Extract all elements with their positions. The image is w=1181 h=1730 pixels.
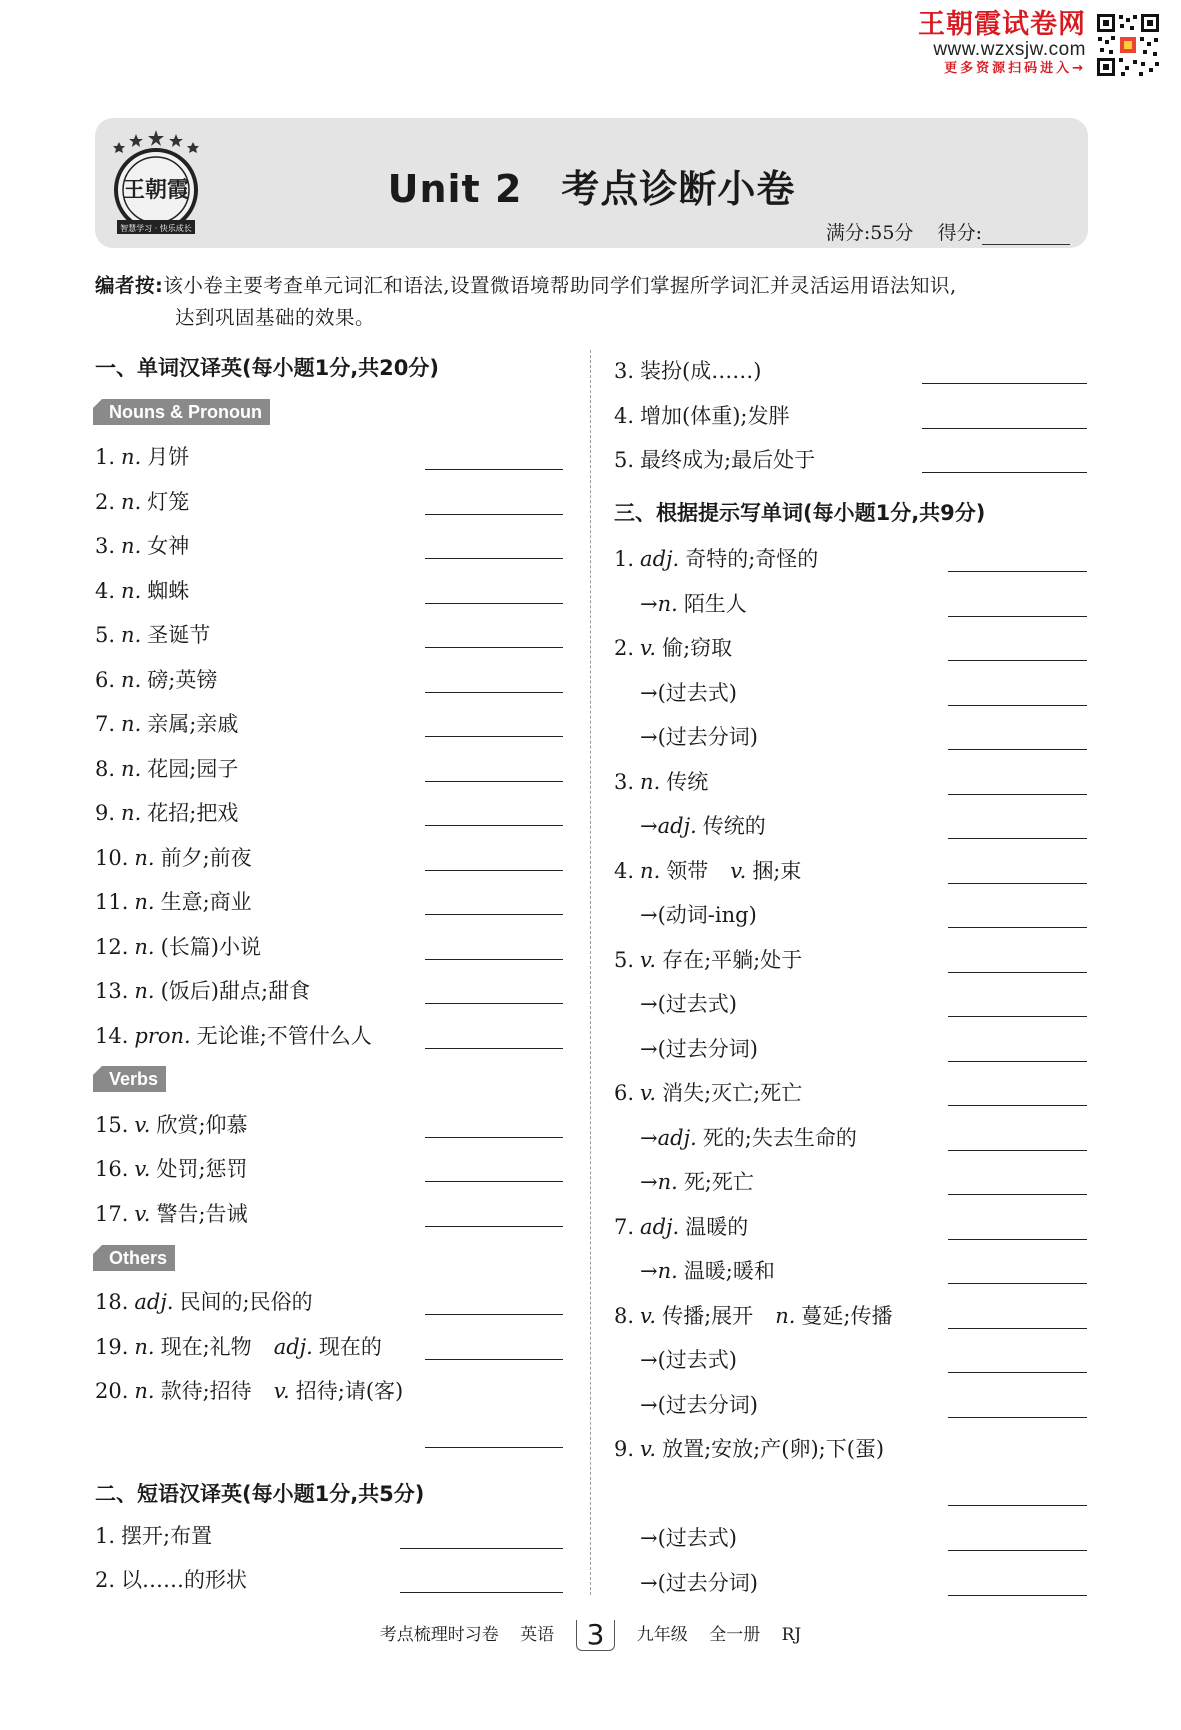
answer-blank[interactable]	[425, 603, 563, 604]
brand-name: 王朝霞试卷网	[918, 9, 1086, 40]
answer-blank[interactable]	[425, 647, 563, 648]
item-text: 奇特的;奇怪的	[685, 547, 819, 571]
list-item	[614, 1303, 892, 1329]
item-text: (过去分词)	[657, 1393, 758, 1417]
part-of-speech: adj.	[657, 814, 697, 838]
answer-blank[interactable]	[948, 1372, 1087, 1373]
answer-blank[interactable]	[948, 1328, 1087, 1329]
derive-arrow: →	[640, 725, 658, 749]
list-item	[95, 978, 310, 1004]
answer-blank[interactable]	[948, 1105, 1087, 1106]
part-of-speech: n.	[134, 1335, 155, 1359]
item-number: 1.	[95, 445, 116, 469]
list-item	[95, 800, 238, 826]
brand-url[interactable]: www.wzxsjw.com	[933, 39, 1086, 60]
item-number: 15.	[95, 1113, 129, 1137]
item-text: 月饼	[147, 445, 190, 469]
footer-subject: 英语	[520, 1625, 555, 1645]
score-label: 得分:	[937, 222, 982, 244]
part-of-speech: v.	[134, 1113, 151, 1137]
item-text: 传统的	[702, 814, 766, 838]
list-item	[640, 1570, 758, 1596]
part-of-speech: v.	[640, 948, 657, 972]
answer-blank[interactable]	[948, 1550, 1087, 1551]
part-of-speech: n.	[121, 490, 142, 514]
answer-blank[interactable]	[948, 1150, 1087, 1151]
item-text: 放置;安放;产(卵);下(蛋)	[662, 1437, 885, 1461]
derive-arrow: →	[640, 1526, 658, 1550]
item-text: 现在;礼物	[160, 1335, 252, 1359]
svg-text:王朝霞: 王朝霞	[122, 177, 190, 203]
answer-blank[interactable]	[425, 959, 563, 960]
item-text: (过去式)	[657, 1526, 737, 1550]
item-text: (动词-ing)	[657, 903, 757, 927]
answer-blank[interactable]	[425, 914, 563, 915]
part-of-speech: n.	[121, 534, 142, 558]
answer-blank[interactable]	[400, 1592, 563, 1593]
item-text: (过去分词)	[657, 725, 758, 749]
part-of-speech: v.	[640, 1437, 657, 1461]
list-item	[614, 635, 732, 661]
answer-blank[interactable]	[425, 1314, 563, 1315]
answer-blank[interactable]	[425, 1359, 563, 1360]
list-item	[95, 444, 189, 470]
item-text: 摆开;布置	[121, 1524, 213, 1548]
part-of-speech: adj.	[640, 547, 680, 571]
answer-blank[interactable]	[948, 1417, 1087, 1418]
list-item	[614, 358, 761, 384]
item-text: 装扮(成……)	[640, 359, 762, 383]
item-number: 11.	[95, 890, 129, 914]
footer-series: 考点梳理时习卷	[379, 1625, 499, 1645]
item-text: 生意;商业	[160, 890, 252, 914]
footer-grade: 九年级	[636, 1625, 688, 1645]
item-text: 女神	[147, 534, 190, 558]
item-number: 18.	[95, 1290, 129, 1314]
list-item	[95, 934, 261, 960]
item-text: 现在的	[318, 1335, 382, 1359]
part-of-speech: adj.	[657, 1126, 697, 1150]
list-item	[95, 1201, 248, 1227]
answer-blank[interactable]	[948, 1194, 1087, 1195]
answer-blank[interactable]	[425, 736, 563, 737]
item-number: 9.	[95, 801, 116, 825]
item-text: (过去分词)	[657, 1571, 758, 1595]
list-item	[640, 680, 737, 706]
item-number: 6.	[614, 1081, 635, 1105]
list-item	[95, 889, 252, 915]
item-text: 花招;把戏	[147, 801, 239, 825]
list-item	[614, 1080, 802, 1106]
item-text: 前夕;前夜	[160, 846, 252, 870]
part-of-speech: n.	[134, 935, 155, 959]
list-item	[95, 533, 189, 559]
derive-arrow: →	[640, 1170, 658, 1194]
full-score: 满分:55分	[825, 222, 914, 244]
list-item	[640, 1525, 737, 1551]
answer-blank[interactable]	[948, 1283, 1087, 1284]
part-of-speech: v.	[273, 1379, 290, 1403]
part-of-speech: n.	[134, 979, 155, 1003]
item-text: 蜘蛛	[147, 579, 190, 603]
item-text: (饭后)甜点;甜食	[160, 979, 311, 1003]
category-tag-label: Verbs	[109, 1069, 159, 1089]
answer-blank[interactable]	[425, 870, 563, 871]
item-text: 死的;失去生命的	[702, 1126, 857, 1150]
list-item	[95, 1023, 372, 1049]
page-number: 3	[576, 1620, 616, 1651]
answer-blank[interactable]	[948, 1016, 1087, 1017]
answer-blank[interactable]	[948, 1061, 1087, 1062]
part-of-speech: n.	[657, 1259, 678, 1283]
part-of-speech: n.	[121, 712, 142, 736]
item-text: (过去式)	[657, 1348, 737, 1372]
answer-blank[interactable]	[425, 1226, 563, 1227]
derive-arrow: →	[640, 1393, 658, 1417]
item-text: (过去式)	[657, 992, 737, 1016]
item-number: 17.	[95, 1202, 129, 1226]
item-text: 温暖的	[685, 1215, 749, 1239]
list-item	[95, 845, 252, 871]
list-item	[640, 1347, 737, 1373]
list-item	[95, 667, 217, 693]
part-of-speech: n.	[121, 445, 142, 469]
item-number: 1.	[95, 1524, 116, 1548]
derive-arrow: →	[640, 1571, 658, 1595]
derive-arrow: →	[640, 1348, 658, 1372]
item-number: 8.	[95, 757, 116, 781]
derive-arrow: →	[640, 992, 658, 1016]
editor-note-line2: 达到巩固基础的效果。	[175, 306, 376, 329]
part-of-speech: n.	[121, 668, 142, 692]
answer-blank[interactable]	[425, 1048, 563, 1049]
list-item	[614, 1436, 884, 1462]
item-number: 5.	[614, 948, 635, 972]
section2-title: 二、短语汉译英(每小题1分,共5分)	[95, 1482, 425, 1506]
part-of-speech: n.	[134, 890, 155, 914]
list-item	[95, 1378, 403, 1404]
answer-blank[interactable]	[948, 1595, 1087, 1596]
item-text: 款待;招待	[160, 1379, 252, 1403]
list-item	[95, 578, 189, 604]
part-of-speech: n.	[134, 1379, 155, 1403]
answer-blank[interactable]	[948, 571, 1087, 572]
section1-title: 一、单词汉译英(每小题1分,共20分)	[95, 356, 440, 380]
item-text: (过去式)	[657, 681, 737, 705]
item-text: 温暖;暖和	[683, 1259, 775, 1283]
item-text: 灯笼	[147, 490, 190, 514]
category-tag	[93, 1245, 175, 1271]
item-number: 16.	[95, 1157, 129, 1181]
answer-blank[interactable]	[948, 1505, 1087, 1506]
item-text: 蔓延;传播	[801, 1304, 893, 1328]
part-of-speech: v.	[134, 1157, 151, 1181]
item-text: 陌生人	[683, 592, 747, 616]
item-text: 圣诞节	[147, 623, 211, 647]
list-item	[95, 1156, 248, 1182]
item-text: 无论谁;不管什么人	[196, 1024, 372, 1048]
title-banner	[95, 118, 1088, 248]
item-number: 2.	[95, 490, 116, 514]
answer-blank[interactable]	[425, 1003, 563, 1004]
part-of-speech: adj.	[273, 1335, 313, 1359]
item-number: 3.	[614, 770, 635, 794]
derive-arrow: →	[640, 681, 658, 705]
part-of-speech: adj.	[134, 1290, 174, 1314]
list-item	[614, 858, 801, 884]
derive-arrow: →	[640, 1037, 658, 1061]
list-item	[614, 769, 708, 795]
part-of-speech: v.	[640, 1304, 657, 1328]
part-of-speech: v.	[134, 1202, 151, 1226]
brand-more: 更多资源扫码进入→	[944, 61, 1086, 76]
derive-arrow: →	[640, 814, 658, 838]
item-text: 捆;束	[752, 859, 802, 883]
item-number: 19.	[95, 1335, 129, 1359]
derive-arrow: →	[640, 1259, 658, 1283]
item-text: 最终成为;最后处于	[640, 448, 816, 472]
item-number: 4.	[614, 859, 635, 883]
list-item	[640, 591, 747, 617]
answer-blank[interactable]	[922, 383, 1087, 384]
item-text: 欣赏;仰慕	[156, 1113, 248, 1137]
item-number: 9.	[614, 1437, 635, 1461]
list-item	[95, 489, 189, 515]
answer-blank[interactable]	[400, 1548, 563, 1549]
list-item	[95, 1334, 382, 1360]
item-text: 以……的形状	[121, 1568, 248, 1592]
item-text: 民间的;民俗的	[179, 1290, 313, 1314]
editor-note-line1: 该小卷主要考查单元词汇和语法,设置微语境帮助同学们掌握所学词汇并灵活运用语法知识,	[163, 274, 957, 297]
part-of-speech: n.	[657, 592, 678, 616]
item-text: (过去分词)	[657, 1037, 758, 1061]
part-of-speech: n.	[121, 623, 142, 647]
item-number: 6.	[95, 668, 116, 692]
part-of-speech: n.	[134, 846, 155, 870]
answer-blank[interactable]	[948, 794, 1087, 795]
item-number: 14.	[95, 1024, 129, 1048]
answer-blank[interactable]	[948, 705, 1087, 706]
item-number: 7.	[95, 712, 116, 736]
item-text: 增加(体重);发胖	[640, 404, 790, 428]
list-item	[614, 546, 818, 572]
list-item	[640, 1036, 758, 1062]
answer-blank[interactable]	[948, 927, 1087, 928]
answer-blank[interactable]	[425, 692, 563, 693]
list-item	[95, 1112, 248, 1138]
derive-arrow: →	[640, 592, 658, 616]
item-number: 5.	[95, 623, 116, 647]
answer-blank[interactable]	[948, 838, 1087, 839]
answer-blank[interactable]	[425, 781, 563, 782]
column-divider	[590, 350, 591, 1595]
item-text: 警告;告诫	[156, 1202, 248, 1226]
list-item	[640, 1125, 857, 1151]
part-of-speech: v.	[640, 636, 657, 660]
item-text: 处罚;惩罚	[156, 1157, 248, 1181]
editor-note-label: 编者按:	[95, 274, 164, 297]
answer-blank[interactable]	[425, 558, 563, 559]
footer-edition: RJ	[781, 1625, 802, 1645]
part-of-speech: v.	[640, 1081, 657, 1105]
item-text: 亲属;亲戚	[147, 712, 239, 736]
item-text: 领带	[666, 859, 709, 883]
list-item	[640, 1169, 754, 1195]
svg-text:智慧学习 · 快乐成长: 智慧学习 · 快乐成长	[120, 224, 192, 233]
item-text: 传统	[666, 770, 709, 794]
part-of-speech: pron.	[134, 1024, 191, 1048]
answer-blank[interactable]	[948, 883, 1087, 884]
part-of-speech: adj.	[640, 1215, 680, 1239]
item-number: 1.	[614, 547, 635, 571]
editor-note	[95, 270, 1090, 334]
item-number: 2.	[95, 1568, 116, 1592]
footer-volume: 全一册	[709, 1625, 761, 1645]
answer-blank[interactable]	[948, 1239, 1087, 1240]
list-item	[95, 711, 238, 737]
page-title: Unit 2 考点诊断小卷	[387, 167, 796, 211]
part-of-speech: n.	[657, 1170, 678, 1194]
item-number: 2.	[614, 636, 635, 660]
brand-block	[918, 10, 1086, 78]
part-of-speech: v.	[730, 859, 747, 883]
list-item	[614, 1214, 748, 1240]
answer-blank[interactable]	[425, 514, 563, 515]
part-of-speech: n.	[640, 770, 661, 794]
item-text: 死;死亡	[683, 1170, 754, 1194]
answer-blank[interactable]	[425, 1137, 563, 1138]
item-number: 10.	[95, 846, 129, 870]
item-number: 5.	[614, 448, 635, 472]
page-footer	[0, 1620, 1181, 1651]
item-number: 3.	[95, 534, 116, 558]
answer-blank[interactable]	[922, 472, 1087, 473]
category-tag	[93, 399, 270, 425]
item-text: 存在;平躺;处于	[662, 948, 803, 972]
list-item	[95, 622, 210, 648]
list-item	[614, 403, 790, 429]
list-item	[640, 813, 766, 839]
answer-blank[interactable]	[948, 616, 1087, 617]
list-item	[614, 447, 815, 473]
item-number: 4.	[614, 404, 635, 428]
list-item	[95, 1289, 313, 1315]
section3-title: 三、根据提示写单词(每小题1分,共9分)	[614, 501, 986, 525]
item-number: 13.	[95, 979, 129, 1003]
category-tag-label: Nouns & Pronoun	[109, 402, 262, 422]
part-of-speech: n.	[121, 801, 142, 825]
list-item	[640, 1392, 758, 1418]
item-number: 7.	[614, 1215, 635, 1239]
part-of-speech: n.	[121, 579, 142, 603]
list-item	[614, 947, 802, 973]
item-text: 传播;展开	[662, 1304, 754, 1328]
qr-code-icon[interactable]	[1095, 12, 1161, 78]
item-text: 消失;灭亡;死亡	[662, 1081, 803, 1105]
list-item	[640, 724, 758, 750]
answer-blank[interactable]	[425, 825, 563, 826]
score-blank[interactable]	[982, 226, 1070, 245]
item-number: 4.	[95, 579, 116, 603]
list-item	[95, 1523, 212, 1549]
answer-blank[interactable]	[425, 1181, 563, 1182]
category-tag	[93, 1066, 166, 1092]
part-of-speech: n.	[121, 757, 142, 781]
answer-blank[interactable]	[948, 660, 1087, 661]
item-number: 12.	[95, 935, 129, 959]
derive-arrow: →	[640, 1126, 658, 1150]
answer-blank[interactable]	[948, 749, 1087, 750]
list-item	[95, 756, 238, 782]
list-item	[640, 902, 757, 928]
item-text: 磅;英镑	[147, 668, 218, 692]
part-of-speech: n.	[640, 859, 661, 883]
item-text: 花园;园子	[147, 757, 239, 781]
item-number: 8.	[614, 1304, 635, 1328]
answer-blank[interactable]	[922, 428, 1087, 429]
item-number: 3.	[614, 359, 635, 383]
list-item	[640, 1258, 775, 1284]
item-text: 招待;请(客)	[295, 1379, 404, 1403]
list-item	[640, 991, 737, 1017]
answer-blank[interactable]	[425, 1447, 563, 1448]
part-of-speech: n.	[775, 1304, 796, 1328]
answer-blank[interactable]	[948, 972, 1087, 973]
list-item	[95, 1567, 247, 1593]
answer-blank[interactable]	[425, 469, 563, 470]
derive-arrow: →	[640, 903, 658, 927]
category-tag-label: Others	[109, 1248, 168, 1268]
score-line	[826, 218, 1070, 245]
item-text: (长篇)小说	[160, 935, 261, 959]
item-number: 20.	[95, 1379, 129, 1403]
item-text: 偷;窃取	[662, 636, 733, 660]
